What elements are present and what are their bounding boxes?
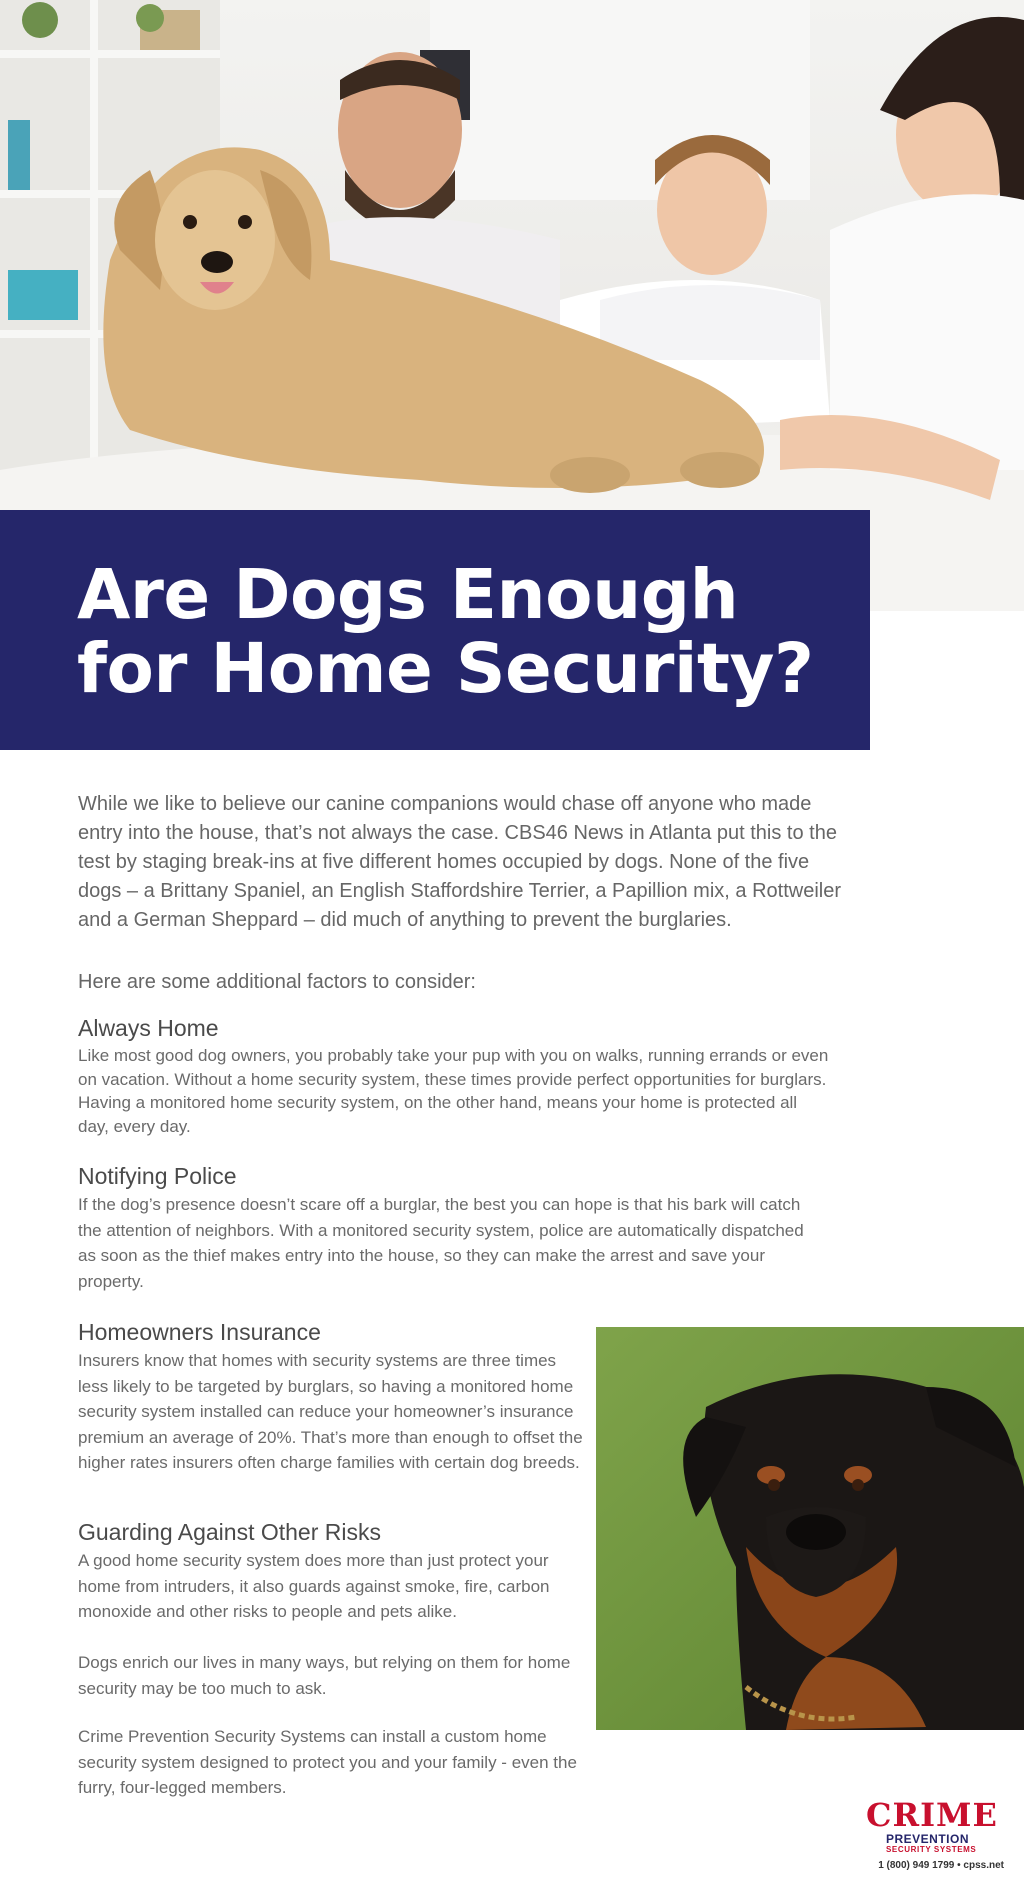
title-banner [0,510,870,750]
section-heading: Always Home [78,1015,219,1041]
section-guarding-other-risks [78,1518,578,1625]
section-heading: Notifying Police [78,1163,237,1189]
logo-line-security-systems: SECURITY SYSTEMS [886,1845,977,1854]
section-body: Like most good dog owners, you probably take your pup with you on walks, running errands or even on vacation. Without a home security system, these times provide perfect opportunities for burglars. Having a monitored home security system, on the other hand, means your home is protected all day, every day. [78,1046,829,1136]
section-always-home [78,1014,830,1138]
section-body: Insurers know that homes with security systems are three times less likely to be targeted by burglars, so having a monitored home security system installed can reduce your homeowner’s insurance premium an average of 20%. That’s more than enough to offset the higher rates insurers often charge families with certain dog breeds. [78,1351,583,1472]
page-title: Are Dogs Enough for Home Security? [77,555,814,709]
section-heading: Homeowners Insurance [78,1319,321,1345]
closing-paragraph: Dogs enrich our lives in many ways, but relying on them for home security may be too much to ask. [78,1653,571,1698]
closing-paragraph: Crime Prevention Security Systems can install a custom home security system designed to protect you and your family - even the furry, four-legged members. [78,1727,577,1797]
logo-brand-text: CRIME [866,1796,998,1834]
rottweiler-photo [596,1327,1024,1730]
lead-in-text: Here are some additional factors to consider: [78,971,476,993]
rottweiler-illustration [596,1327,1024,1730]
logo-line-prevention: PREVENTION [886,1832,970,1846]
section-homeowners-insurance [78,1318,588,1476]
section-body: A good home security system does more than just protect your home from intruders, it also guards against smoke, fire, carbon monoxide and other risks to people and pets alike. [78,1551,550,1621]
intro-paragraph: While we like to believe our canine companions would chase off anyone who made entry into the house, that’s not always the case. CBS46 News in Atlanta put this to the test by staging break-ins at five different homes occupied by dogs. None of the five dogs – a Brittany Spaniel, an English Staffordshire Terrier, a Papillion mix, a Rottweiler and a German Sheppard – did much of anything to prevent the burglaries. [78,793,841,931]
section-notifying-police [78,1162,818,1294]
contact-info: 1 (800) 949 1799 • cpss.net [878,1860,1004,1871]
section-heading: Guarding Against Other Risks [78,1519,381,1545]
section-body: If the dog’s presence doesn’t scare off a burglar, the best you can hope is that his bark will catch the attention of neighbors. With a monitored security system, police are automatically dispatched as soon as the thief makes entry into the house, so they can make the arrest and save your property. [78,1195,804,1291]
crime-prevention-logo[interactable] [858,1796,1004,1880]
